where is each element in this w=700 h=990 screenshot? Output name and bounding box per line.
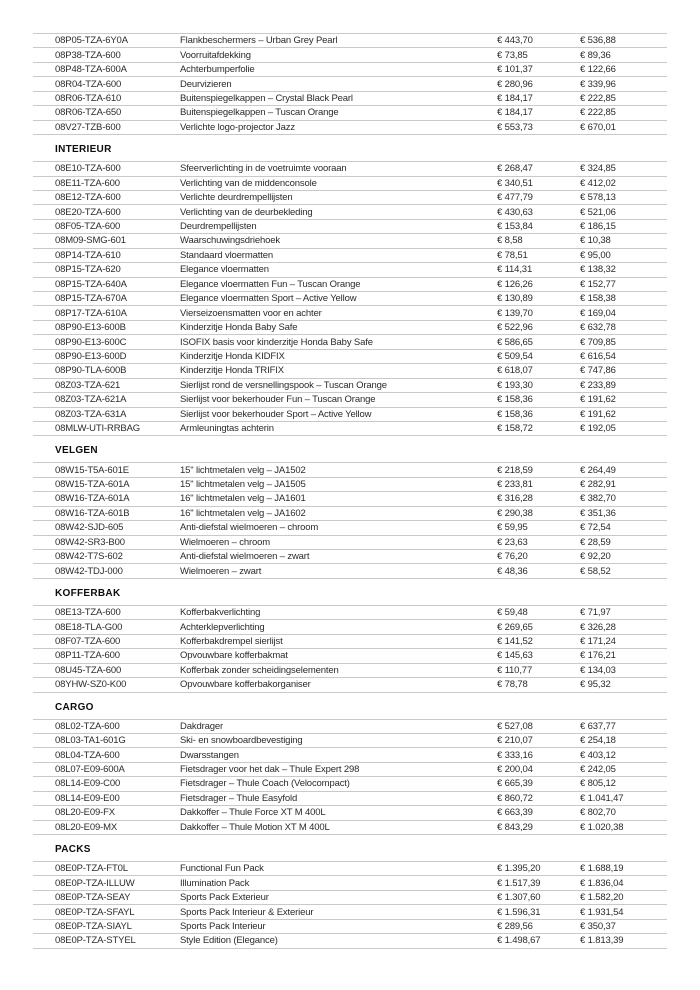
description-cell: Functional Fun Pack	[180, 863, 264, 875]
description-cell: Fietsdrager voor het dak – Thule Expert 298	[180, 764, 360, 776]
part-number-cell: 08Z03-TZA-631A	[55, 408, 127, 420]
price-1-cell: € 73,85	[497, 49, 528, 61]
part-number-cell: 08E12-TZA-600	[55, 192, 121, 204]
part-number-cell: 08E18-TLA-G00	[55, 621, 123, 633]
price-1-cell: € 268,47	[497, 163, 533, 175]
description-cell: Dakdrager	[180, 720, 224, 732]
price-2-cell: € 169,04	[580, 307, 616, 319]
description-cell: Flankbeschermers – Urban Grey Pearl	[180, 35, 338, 47]
description-cell: Opvouwbare kofferbakorganiser	[180, 679, 311, 691]
description-cell: Kofferbakverlichting	[180, 607, 261, 619]
description-cell: Deurdrempellijsten	[180, 221, 257, 233]
price-2-cell: € 578,13	[580, 192, 616, 204]
price-1-cell: € 333,16	[497, 749, 533, 761]
table-row	[33, 678, 667, 692]
price-1-cell: € 184,17	[497, 92, 533, 104]
table-row	[33, 649, 667, 663]
price-1-cell: € 289,56	[497, 920, 533, 932]
price-1-cell: € 158,72	[497, 423, 533, 435]
table-row	[33, 720, 667, 734]
price-2-cell: € 412,02	[580, 177, 616, 189]
part-number-cell: 08P90-E13-600D	[55, 350, 127, 362]
table-row	[33, 34, 667, 48]
part-number-cell: 08P05-TZA-6Y0A	[55, 35, 128, 47]
description-cell: Wielmoeren – chroom	[180, 536, 271, 548]
table-row	[33, 408, 667, 422]
price-2-cell: € 186,15	[580, 221, 616, 233]
table-row	[33, 876, 667, 890]
table-row	[33, 393, 667, 407]
part-number-cell: 08W42-SR3-B00	[55, 536, 125, 548]
description-cell: Kofferbak zonder scheidingselementen	[180, 664, 339, 676]
part-number-cell: 08P15-TZA-670A	[55, 293, 127, 305]
description-cell: Dwarsstangen	[180, 749, 239, 761]
price-2-cell: € 191,62	[580, 408, 616, 420]
price-1-cell: € 443,70	[497, 35, 533, 47]
price-1-cell: € 290,38	[497, 507, 533, 519]
price-1-cell: € 101,37	[497, 64, 533, 76]
part-number-cell: 08P17-TZA-610A	[55, 307, 127, 319]
description-cell: Opvouwbare kofferbakmat	[180, 650, 288, 662]
part-number-cell: 08L02-TZA-600	[55, 720, 120, 732]
price-2-cell: € 637,77	[580, 720, 616, 732]
table-row	[33, 920, 667, 934]
price-1-cell: € 78,51	[497, 249, 528, 261]
description-cell: Verlichte logo-projector Jazz	[180, 121, 295, 133]
price-2-cell: € 1.688,19	[580, 863, 624, 875]
price-2-cell: € 176,21	[580, 650, 616, 662]
price-1-cell: € 141,52	[497, 635, 533, 647]
part-number-cell: 08MLW-UTI-RRBAG	[55, 423, 141, 435]
price-1-cell: € 210,07	[497, 735, 533, 747]
table-row	[33, 63, 667, 77]
part-number-cell: 08P90-TLA-600B	[55, 365, 127, 377]
description-cell: Ski- en snowboardbevestiging	[180, 735, 303, 747]
price-2-cell: € 72,54	[580, 522, 611, 534]
part-number-cell: 08P38-TZA-600	[55, 49, 121, 61]
table-row	[33, 121, 667, 135]
description-cell: Kinderzitje Honda Baby Safe	[180, 322, 298, 334]
section-title: CARGO	[55, 701, 94, 713]
table-row	[33, 335, 667, 349]
table-row	[33, 862, 667, 876]
part-number-cell: 08L14-E09-C00	[55, 778, 121, 790]
table-row	[33, 550, 667, 564]
table-row	[33, 536, 667, 550]
part-number-cell: 08F05-TZA-600	[55, 221, 121, 233]
table-row	[33, 350, 667, 364]
price-2-cell: € 282,91	[580, 479, 616, 491]
description-cell: Armleuningtas achterin	[180, 423, 274, 435]
part-number-cell: 08P90-E13-600B	[55, 322, 126, 334]
part-number-cell: 08P90-E13-600C	[55, 336, 127, 348]
section-interieur	[33, 143, 667, 436]
part-number-cell: 08W15-TZA-601A	[55, 479, 130, 491]
price-1-cell: € 843,29	[497, 821, 533, 833]
table-row	[33, 821, 667, 835]
table-row	[33, 891, 667, 905]
description-cell: Achterklepverlichting	[180, 621, 265, 633]
table-row	[33, 77, 667, 91]
price-2-cell: € 222,85	[580, 107, 616, 119]
part-number-cell: 08R06-TZA-650	[55, 107, 122, 119]
price-1-cell: € 78,78	[497, 679, 528, 691]
description-cell: 16" lichtmetalen velg – JA1602	[180, 507, 306, 519]
section-title: INTERIEUR	[55, 144, 112, 156]
part-number-cell: 08E0P-TZA-SEAY	[55, 892, 131, 904]
price-1-cell: € 233,81	[497, 479, 533, 491]
price-1-cell: € 509,54	[497, 350, 533, 362]
table-row	[33, 249, 667, 263]
description-cell: Verlichte deurdrempellijsten	[180, 192, 293, 204]
part-number-cell: 08W42-TDJ-000	[55, 565, 123, 577]
part-number-cell: 08L07-E09-600A	[55, 764, 125, 776]
price-2-cell: € 326,28	[580, 621, 616, 633]
table-row	[33, 162, 667, 176]
price-2-cell: € 95,32	[580, 679, 611, 691]
price-2-cell: € 632,78	[580, 322, 616, 334]
description-cell: Dakkoffer – Thule Motion XT M 400L	[180, 821, 330, 833]
section-title: PACKS	[55, 844, 91, 855]
table-row	[33, 734, 667, 748]
part-number-cell: 08W16-TZA-601B	[55, 507, 130, 519]
description-cell: ISOFIX basis voor kinderzitje Honda Baby Safe	[180, 336, 373, 348]
description-cell: Buitenspiegelkappen – Tuscan Orange	[180, 107, 339, 119]
description-cell: Sports Pack Interieur	[180, 920, 266, 932]
part-number-cell: 08E0P-TZA-ILLUW	[55, 877, 135, 889]
part-number-cell: 08L03-TA1-601G	[55, 735, 126, 747]
price-2-cell: € 10,38	[580, 235, 611, 247]
price-2-cell: € 254,18	[580, 735, 616, 747]
price-2-cell: € 521,06	[580, 206, 616, 218]
table-row	[33, 191, 667, 205]
price-2-cell: € 171,24	[580, 635, 616, 647]
price-2-cell: € 242,05	[580, 764, 616, 776]
price-2-cell: € 222,85	[580, 92, 616, 104]
part-number-cell: 08F07-TZA-600	[55, 635, 121, 647]
section-kofferbak	[33, 587, 667, 693]
price-2-cell: € 122,66	[580, 64, 616, 76]
price-table	[33, 33, 667, 135]
price-2-cell: € 324,85	[580, 163, 616, 175]
table-row	[33, 177, 667, 191]
description-cell: Sierlijst voor bekerhouder Sport – Active Yellow	[180, 408, 372, 420]
table-row	[33, 777, 667, 791]
table-row	[33, 934, 667, 948]
price-1-cell: € 522,96	[497, 322, 533, 334]
price-1-cell: € 23,63	[497, 536, 528, 548]
price-2-cell: € 339,96	[580, 78, 616, 90]
table-row	[33, 48, 667, 62]
price-1-cell: € 1.596,31	[497, 906, 541, 918]
part-number-cell: 08L20-E09-FX	[55, 807, 115, 819]
price-2-cell: € 233,89	[580, 379, 616, 391]
table-row	[33, 263, 667, 277]
table-row	[33, 763, 667, 777]
part-number-cell: 08E0P-TZA-SIAYL	[55, 920, 132, 932]
description-cell: Sports Pack Exterieur	[180, 892, 269, 904]
table-row	[33, 606, 667, 620]
price-1-cell: € 269,65	[497, 621, 533, 633]
description-cell: Wielmoeren – zwart	[180, 565, 262, 577]
part-number-cell: 08M09-SMG-601	[55, 235, 126, 247]
part-number-cell: 08R04-TZA-600	[55, 78, 122, 90]
price-1-cell: € 114,31	[497, 264, 533, 276]
description-cell: Dakkoffer – Thule Force XT M 400L	[180, 807, 326, 819]
part-number-cell: 08E0P-TZA-FT0L	[55, 863, 128, 875]
section-title: VELGEN	[55, 445, 98, 457]
description-cell: Sierlijst voor bekerhouder Fun – Tuscan Orange	[180, 394, 376, 406]
price-1-cell: € 1.395,20	[497, 863, 541, 875]
table-row	[33, 492, 667, 506]
description-cell: 15" lichtmetalen velg – JA1502	[180, 464, 306, 476]
price-2-cell: € 1.931,54	[580, 906, 624, 918]
price-table	[33, 861, 667, 949]
part-number-cell: 08E20-TZA-600	[55, 206, 121, 218]
description-cell: Kinderzitje Honda TRIFIX	[180, 365, 284, 377]
price-1-cell: € 76,20	[497, 551, 528, 563]
price-1-cell: € 130,89	[497, 293, 533, 305]
table-row	[33, 806, 667, 820]
price-1-cell: € 316,28	[497, 493, 533, 505]
table-row	[33, 507, 667, 521]
price-2-cell: € 351,36	[580, 507, 616, 519]
price-1-cell: € 59,95	[497, 522, 528, 534]
price-1-cell: € 218,59	[497, 464, 533, 476]
price-table	[33, 462, 667, 579]
table-row	[33, 478, 667, 492]
table-row	[33, 748, 667, 762]
description-cell: Standaard vloermatten	[180, 249, 273, 261]
description-cell: Sierlijst rond de versnellingspook – Tuscan Orange	[180, 379, 387, 391]
price-1-cell: € 158,36	[497, 408, 533, 420]
description-cell: Kofferbakdrempel sierlijst	[180, 635, 283, 647]
price-2-cell: € 95,00	[580, 249, 611, 261]
price-2-cell: € 1.020,38	[580, 821, 624, 833]
price-1-cell: € 586,65	[497, 336, 533, 348]
price-table	[33, 605, 667, 693]
part-number-cell: 08L14-E09-E00	[55, 792, 120, 804]
price-2-cell: € 1.813,39	[580, 935, 624, 947]
table-row	[33, 463, 667, 477]
description-cell: Elegance vloermatten Sport – Active Yellow	[180, 293, 357, 305]
description-cell: Kinderzitje Honda KIDFIX	[180, 350, 285, 362]
section-title: KOFFERBAK	[55, 587, 121, 599]
price-2-cell: € 805,12	[580, 778, 616, 790]
price-1-cell: € 618,07	[497, 365, 533, 377]
price-2-cell: € 134,03	[580, 664, 616, 676]
part-number-cell: 08V27-TZB-600	[55, 121, 121, 133]
description-cell: Verlichting van de middenconsole	[180, 177, 317, 189]
table-row	[33, 234, 667, 248]
table-row	[33, 379, 667, 393]
part-number-cell: 08E10-TZA-600	[55, 163, 121, 175]
price-1-cell: € 200,04	[497, 764, 533, 776]
price-2-cell: € 71,97	[580, 607, 611, 619]
part-number-cell: 08W42-SJD-605	[55, 522, 124, 534]
description-cell: Sfeerverlichting in de voetruimte vooraan	[180, 163, 347, 175]
price-1-cell: € 527,08	[497, 720, 533, 732]
price-1-cell: € 158,36	[497, 394, 533, 406]
price-2-cell: € 138,32	[580, 264, 616, 276]
price-1-cell: € 430,63	[497, 206, 533, 218]
price-1-cell: € 110,77	[497, 664, 533, 676]
price-1-cell: € 184,17	[497, 107, 533, 119]
price-2-cell: € 158,38	[580, 293, 616, 305]
description-cell: Fietsdrager – Thule Easyfold	[180, 792, 298, 804]
price-2-cell: € 403,12	[580, 749, 616, 761]
part-number-cell: 08Z03-TZA-621	[55, 379, 121, 391]
description-cell: Voorruitafdekking	[180, 49, 251, 61]
description-cell: Anti-diefstal wielmoeren – chroom	[180, 522, 319, 534]
description-cell: Style Edition (Elegance)	[180, 935, 278, 947]
description-cell: Elegance vloermatten	[180, 264, 269, 276]
table-row	[33, 905, 667, 919]
description-cell: Buitenspiegelkappen – Crystal Black Pearl	[180, 92, 353, 104]
part-number-cell: 08E13-TZA-600	[55, 607, 121, 619]
table-row	[33, 422, 667, 436]
price-2-cell: € 92,20	[580, 551, 611, 563]
price-2-cell: € 192,05	[580, 423, 616, 435]
description-cell: Illumination Pack	[180, 877, 250, 889]
part-number-cell: 08L20-E09-MX	[55, 821, 118, 833]
price-1-cell: € 553,73	[497, 121, 533, 133]
part-number-cell: 08P15-TZA-620	[55, 264, 121, 276]
price-1-cell: € 139,70	[497, 307, 533, 319]
price-1-cell: € 477,79	[497, 192, 533, 204]
price-table	[33, 161, 667, 436]
price-1-cell: € 145,63	[497, 650, 533, 662]
part-number-cell: 08E0P-TZA-SFAYL	[55, 906, 135, 918]
price-table	[33, 719, 667, 836]
price-1-cell: € 48,36	[497, 565, 528, 577]
price-1-cell: € 8,58	[497, 235, 523, 247]
price-2-cell: € 616,54	[580, 350, 616, 362]
description-cell: Waarschuwingsdriehoek	[180, 235, 280, 247]
description-cell: 16" lichtmetalen velg – JA1601	[180, 493, 306, 505]
section-cargo	[33, 701, 667, 836]
part-number-cell: 08W16-TZA-601A	[55, 493, 130, 505]
table-row	[33, 521, 667, 535]
price-2-cell: € 536,88	[580, 35, 616, 47]
section-continued	[33, 33, 667, 135]
price-2-cell: € 28,59	[580, 536, 611, 548]
part-number-cell: 08E0P-TZA-STYEL	[55, 935, 136, 947]
price-1-cell: € 340,51	[497, 177, 533, 189]
price-2-cell: € 802,70	[580, 807, 616, 819]
price-1-cell: € 1.307,60	[497, 892, 541, 904]
price-1-cell: € 665,39	[497, 778, 533, 790]
part-number-cell: 08E11-TZA-600	[55, 177, 120, 189]
part-number-cell: 08Z03-TZA-621A	[55, 394, 127, 406]
table-row	[33, 620, 667, 634]
description-cell: Achterbumperfolie	[180, 64, 255, 76]
price-1-cell: € 59,48	[497, 607, 528, 619]
price-2-cell: € 1.041,47	[580, 792, 624, 804]
section-velgen	[33, 444, 667, 579]
part-number-cell: 08P14-TZA-610	[55, 249, 121, 261]
price-1-cell: € 1.517,39	[497, 877, 541, 889]
part-number-cell: 08R06-TZA-610	[55, 92, 122, 104]
price-2-cell: € 670,01	[580, 121, 616, 133]
price-2-cell: € 1.836,04	[580, 877, 624, 889]
table-row	[33, 792, 667, 806]
price-1-cell: € 126,26	[497, 278, 533, 290]
table-row	[33, 364, 667, 378]
part-number-cell: 08U45-TZA-600	[55, 664, 122, 676]
description-cell: Verlichting van de deurbekleding	[180, 206, 313, 218]
description-cell: Elegance vloermatten Fun – Tuscan Orange	[180, 278, 361, 290]
table-row	[33, 564, 667, 578]
table-row	[33, 205, 667, 219]
price-1-cell: € 280,96	[497, 78, 533, 90]
table-row	[33, 278, 667, 292]
price-2-cell: € 58,52	[580, 565, 611, 577]
description-cell: Sports Pack Interieur & Exterieur	[180, 906, 314, 918]
table-row	[33, 306, 667, 320]
part-number-cell: 08P48-TZA-600A	[55, 64, 127, 76]
price-2-cell: € 1.582,20	[580, 892, 624, 904]
price-2-cell: € 152,77	[580, 278, 616, 290]
description-cell: Deurvizieren	[180, 78, 232, 90]
table-row	[33, 220, 667, 234]
part-number-cell: 08W15-T5A-601E	[55, 464, 129, 476]
table-row	[33, 321, 667, 335]
price-1-cell: € 1.498,67	[497, 935, 541, 947]
description-cell: Vierseizoensmatten voor en achter	[180, 307, 322, 319]
part-number-cell: 08W42-T7S-602	[55, 551, 123, 563]
part-number-cell: 08P15-TZA-640A	[55, 278, 127, 290]
price-1-cell: € 663,39	[497, 807, 533, 819]
price-2-cell: € 709,85	[580, 336, 616, 348]
price-2-cell: € 350,37	[580, 920, 616, 932]
part-number-cell: 08P11-TZA-600	[55, 650, 120, 662]
price-2-cell: € 382,70	[580, 493, 616, 505]
price-1-cell: € 860,72	[497, 792, 533, 804]
price-2-cell: € 89,36	[580, 49, 611, 61]
part-number-cell: 08YHW-SZ0-K00	[55, 679, 127, 691]
table-row	[33, 106, 667, 120]
table-row	[33, 292, 667, 306]
description-cell: Anti-diefstal wielmoeren – zwart	[180, 551, 310, 563]
price-1-cell: € 193,30	[497, 379, 533, 391]
description-cell: 15" lichtmetalen velg – JA1505	[180, 479, 306, 491]
description-cell: Fietsdrager – Thule Coach (Velocompact)	[180, 778, 350, 790]
table-row	[33, 92, 667, 106]
price-2-cell: € 191,62	[580, 394, 616, 406]
price-2-cell: € 264,49	[580, 464, 616, 476]
price-1-cell: € 153,84	[497, 221, 533, 233]
part-number-cell: 08L04-TZA-600	[55, 749, 120, 761]
price-2-cell: € 747,86	[580, 365, 616, 377]
table-row	[33, 664, 667, 678]
section-packs	[33, 843, 667, 949]
table-row	[33, 635, 667, 649]
